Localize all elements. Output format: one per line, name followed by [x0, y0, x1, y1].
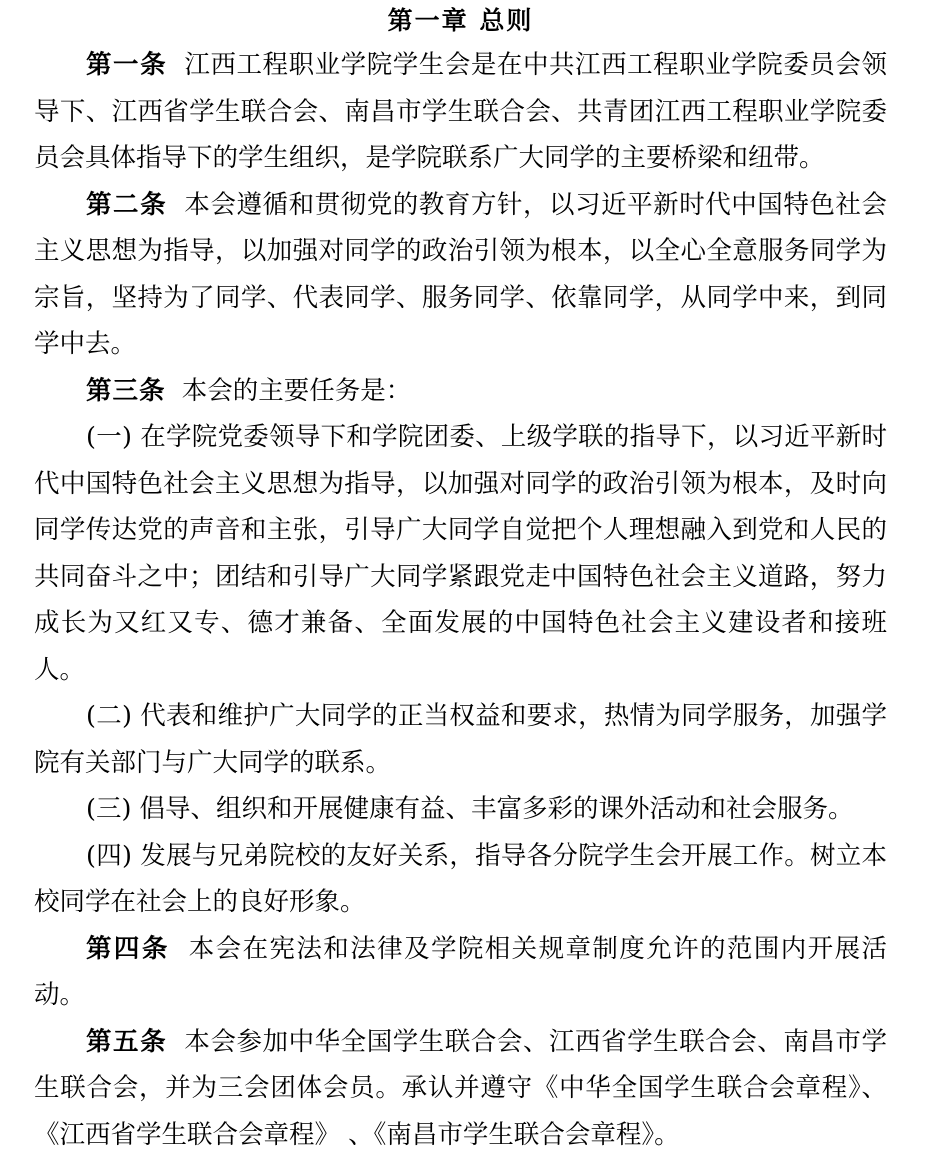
- article-paragraph-1: [34, 42, 887, 182]
- article-label-1: 第一条: [86, 50, 167, 80]
- article-paragraph-2: [34, 182, 887, 368]
- article-text-3: 本会的主要任务是：: [182, 376, 412, 406]
- article-paragraph-4: [34, 926, 887, 1019]
- article-item-4: (四) 发展与兄弟院校的友好关系，指导各分院学生会开展工作。树立本校同学在社会上的良好形象。: [34, 833, 887, 926]
- article-paragraph-3: [34, 368, 887, 415]
- page-title: 第一章 总则: [34, 4, 887, 38]
- article-paragraph-5: [34, 1019, 887, 1158]
- article-item-1: (一) 在学院党委领导下和学院团委、上级学联的指导下，以习近平新时代中国特色社会主义思想为指导，以加强对同学的政治引领为根本，及时向同学传达党的声音和主张，引导广大同学自觉把个人理想融入到党和人民的共同奋斗之中；团结和引导广大同学紧跟党走中国特色社会主义道路，努力成长为又红又专、德才兼备、全面发展的中国特色社会主义建设者和接班人。: [34, 414, 887, 693]
- article-text-2: 本会遵循和贯彻党的教育方针，以习近平新时代中国特色社会主义思想为指导，以加强对同学的政治引领为根本，以全心全意服务同学为宗旨，坚持为了同学、代表同学、服务同学、依靠同学，从同学中来，到同学中去。: [34, 190, 887, 360]
- article-label-4: 第四条: [86, 934, 170, 964]
- article-label-5: 第五条: [86, 1027, 167, 1057]
- article-label-2: 第二条: [86, 190, 167, 220]
- article-item-2: (二) 代表和维护广大同学的正当权益和要求，热情为同学服务，加强学院有关部门与广大同学的联系。: [34, 693, 887, 786]
- article-item-3: (三) 倡导、组织和开展健康有益、丰富多彩的课外活动和社会服务。: [34, 786, 887, 833]
- article-label-3: 第三条: [86, 376, 166, 406]
- article-text-4: 本会在宪法和法律及学院相关规章制度允许的范围内开展活动。: [34, 934, 887, 1011]
- article-text-1: 江西工程职业学院学生会是在中共江西工程职业学院委员会领导下、江西省学生联合会、南昌市学生联合会、共青团江西工程职业学院委员会具体指导下的学生组织，是学院联系广大同学的主要桥梁和纽带。: [34, 50, 887, 173]
- article-text-5: 本会参加中华全国学生联合会、江西省学生联合会、南昌市学生联合会，并为三会团体会员。承认并遵守《中华全国学生联合会章程》、《江西省学生联合会章程》 、《南昌市学生联合会章程》。: [34, 1027, 887, 1150]
